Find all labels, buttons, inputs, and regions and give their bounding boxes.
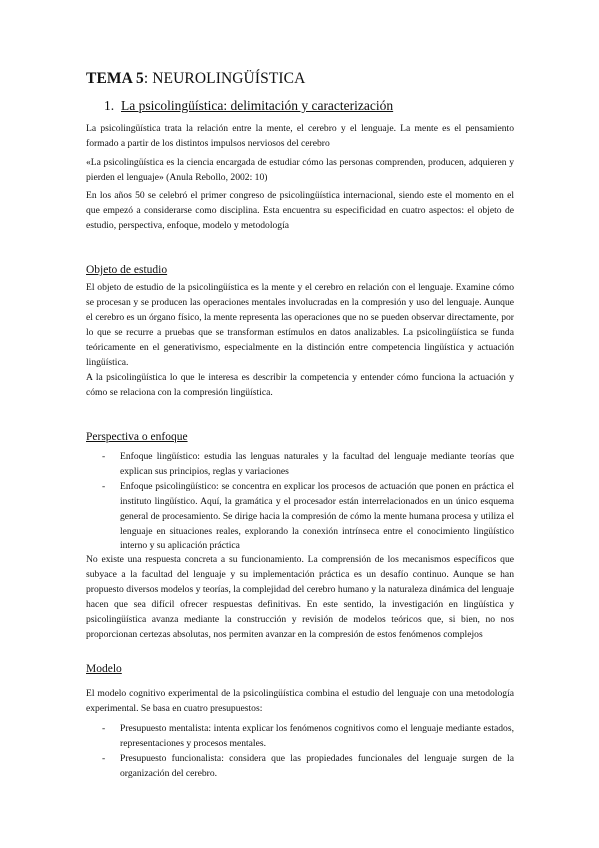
list-item-text: Enfoque psicolingüístico: se concentra en explicar los procesos de actuación que ponen en práctica el instituto lingüístico. Aquí, la gramática y el procesador están interrelacionados en un único esquema general de procesamiento. Se dirige hacia la compresión de cómo la mente humana procesa y utiliza el lenguaje en situaciones reales, explorando la conexión intrínseca entre el conocimiento lingüístico interno y su aplicación práctica <box>120 480 514 552</box>
title-rest: : NEUROLINGÜÍSTICA <box>143 70 306 87</box>
bullet-dash: - <box>102 451 106 462</box>
list-item <box>86 450 514 480</box>
list-item <box>86 752 514 782</box>
intro-paragraph-1: La psicolingüística trata la relación entre la mente, el cerebro y el lenguaje. La mente es el pensamiento formado a partir de los distintos impulsos nerviosos del cerebro <box>86 123 514 149</box>
heading-perspectiva: Perspectiva o enfoque <box>86 431 188 443</box>
intro-quote: «La psicolingüística es la ciencia encargada de estudiar cómo las personas comprenden, producen, adquieren y pierden el lenguaje» (Anula Rebollo, 2002: 10) <box>86 157 514 183</box>
list-item-text: Enfoque lingüístico: estudia las lenguas naturales y la facultad del lenguaje mediante teorías que explican sus principios, reglas y variaciones <box>120 451 514 477</box>
bullet-dash: - <box>102 752 106 764</box>
heading-modelo: Modelo <box>86 663 122 675</box>
page-title <box>86 70 305 88</box>
list-item <box>86 480 514 555</box>
perspectiva-paragraph: No existe una respuesta concreta a su funcionamiento. La comprensión de los mecanismos específicos que subyace a la facultad del lenguaje y su implementación práctica es un desafío continuo. Aunque se han propuesto diversos modelos y teorías, la complejidad del cerebro humano y la naturaleza dinámica del lenguaje hacen que sea difícil ofrecer respuestas definitivas. En este sentido, la investigación en lingüística y psicolingüística avanza mediante la construcción y revisión de modelos teóricos que, si bien, no nos proporcionan certezas absolutas, nos permiten avanzar en la compresión de estos fenómenos complejos <box>86 554 514 640</box>
list-item-text: Presupuesto funcionalista: considera que las propiedades funcionales del lenguaje surgen de la organización del cerebro. <box>120 752 514 779</box>
intro-paragraph-3: En los años 50 se celebró el primer congreso de psicolingüística internacional, siendo este el momento en el que empezó a considerarse como disciplina. Esta encuentra su especificidad en cuatro aspectos: el objeto de estudio, perspectiva, enfoque, modelo y metodología <box>86 190 514 231</box>
list-item-text: Presupuesto mentalista: intenta explicar los fenómenos cognitivos como el lenguaje mediante estados, representaciones y procesos mentales. <box>120 723 514 749</box>
objeto-paragraph-2: A la psicolingüística lo que le interesa es describir la competencia y entender cómo funciona la actuación y cómo se relaciona con la compresión lingüística. <box>86 372 514 398</box>
modelo-paragraph: El modelo cognitivo experimental de la psicolingüística combina el estudio del lenguaje con una metodología experimental. Se basa en cuatro presupuestos: <box>86 688 514 714</box>
section-title: La psicolingüística: delimitación y caracterización <box>121 98 394 113</box>
section-number: 1. <box>104 98 115 113</box>
title-bold: TEMA 5 <box>86 70 144 87</box>
list-item <box>86 722 514 752</box>
perspectiva-list <box>86 450 514 554</box>
heading-objeto-de-estudio: Objeto de estudio <box>86 264 168 276</box>
objeto-paragraph-1: El objeto de estudio de la psicolingüística es la mente y el cerebro en relación con el lenguaje. Examine cómo se procesan y se producen las operaciones mentales involucradas en la compresión y uso del lenguaje. Aunque el cerebro es un órgano físico, la mente representa las operaciones que no se pueden observar directamente, por lo que se recurre a pruebas que se transforman estímulos en datos analizables. La psicolingüística se funda teóricamente en el generativismo, especialmente en la distinción entre competencia lingüística y actuación lingüística. <box>86 282 514 368</box>
section-heading <box>104 98 393 114</box>
bullet-dash: - <box>102 723 106 734</box>
modelo-list <box>86 722 514 782</box>
bullet-dash: - <box>102 480 106 492</box>
